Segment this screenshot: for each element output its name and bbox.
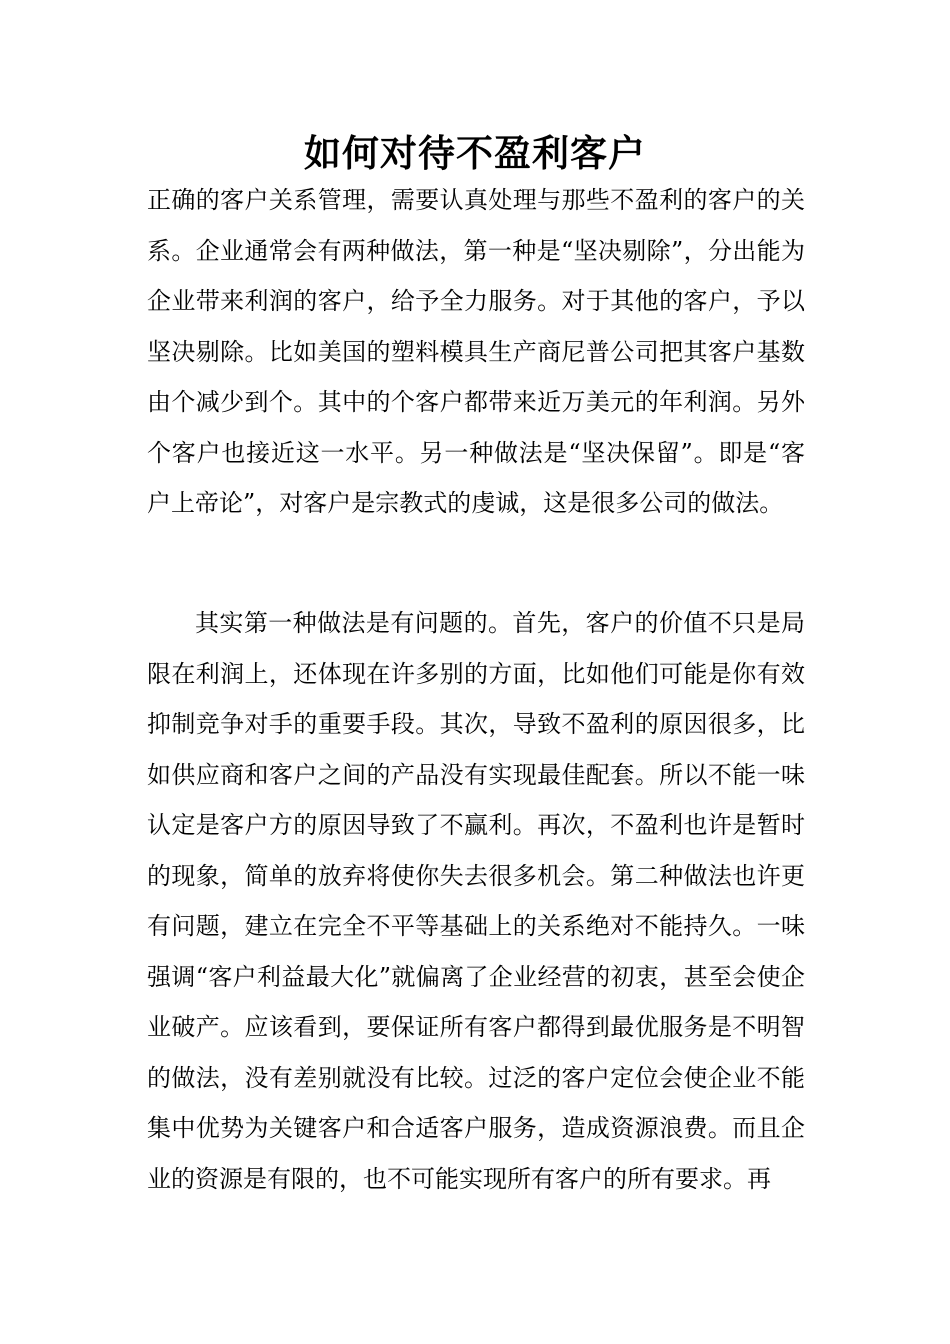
paragraph-2: 其实第一种做法是有问题的。首先，客户的价值不只是局限在利润上，还体现在许多别的方面，比如他们可能是你有效抑制竞争对手的重要手段。其次，导致不盈利的原因很多，比如供应商和客户之间的产品没有实现最佳配套。所以不能一味认定是客户方的原因导致了不赢利。再次，不盈利也许是暂时的现象，简单的放弃将使你失去很多机会。第二种做法也许更有问题，建立在完全不平等基础上的关系绝对不能持久。一味强调“客户利益最大化”就偏离了企业经营的初衷，甚至会使企业破产。应该看到，要保证所有客户都得到最优服务是不明智的做法，没有差别就没有比较。过泛的客户定位会使企业不能集中优势为关键客户和合适客户服务，造成资源浪费。而且企业的资源是有限的，也不可能实现所有客户的所有要求。再 <box>147 609 805 1193</box>
document-title: 如何对待不盈利客户 <box>304 131 646 175</box>
paragraph-1: 正确的客户关系管理，需要认真处理与那些不盈利的客户的关系。企业通常会有两种做法，第一种是“坚决剔除”，分出能为企业带来利润的客户，给予全力服务。对于其他的客户，予以坚决剔除。比如美国的塑料模具生产商尼普公司把其客户基数由个减少到个。其中的个客户都带来近万美元的年利润。另外个客户也接近这一水平。另一种做法是“坚决保留”。即是“客户上帝论”，对客户是宗教式的虔诚，这是很多公司的做法。 <box>147 186 805 517</box>
